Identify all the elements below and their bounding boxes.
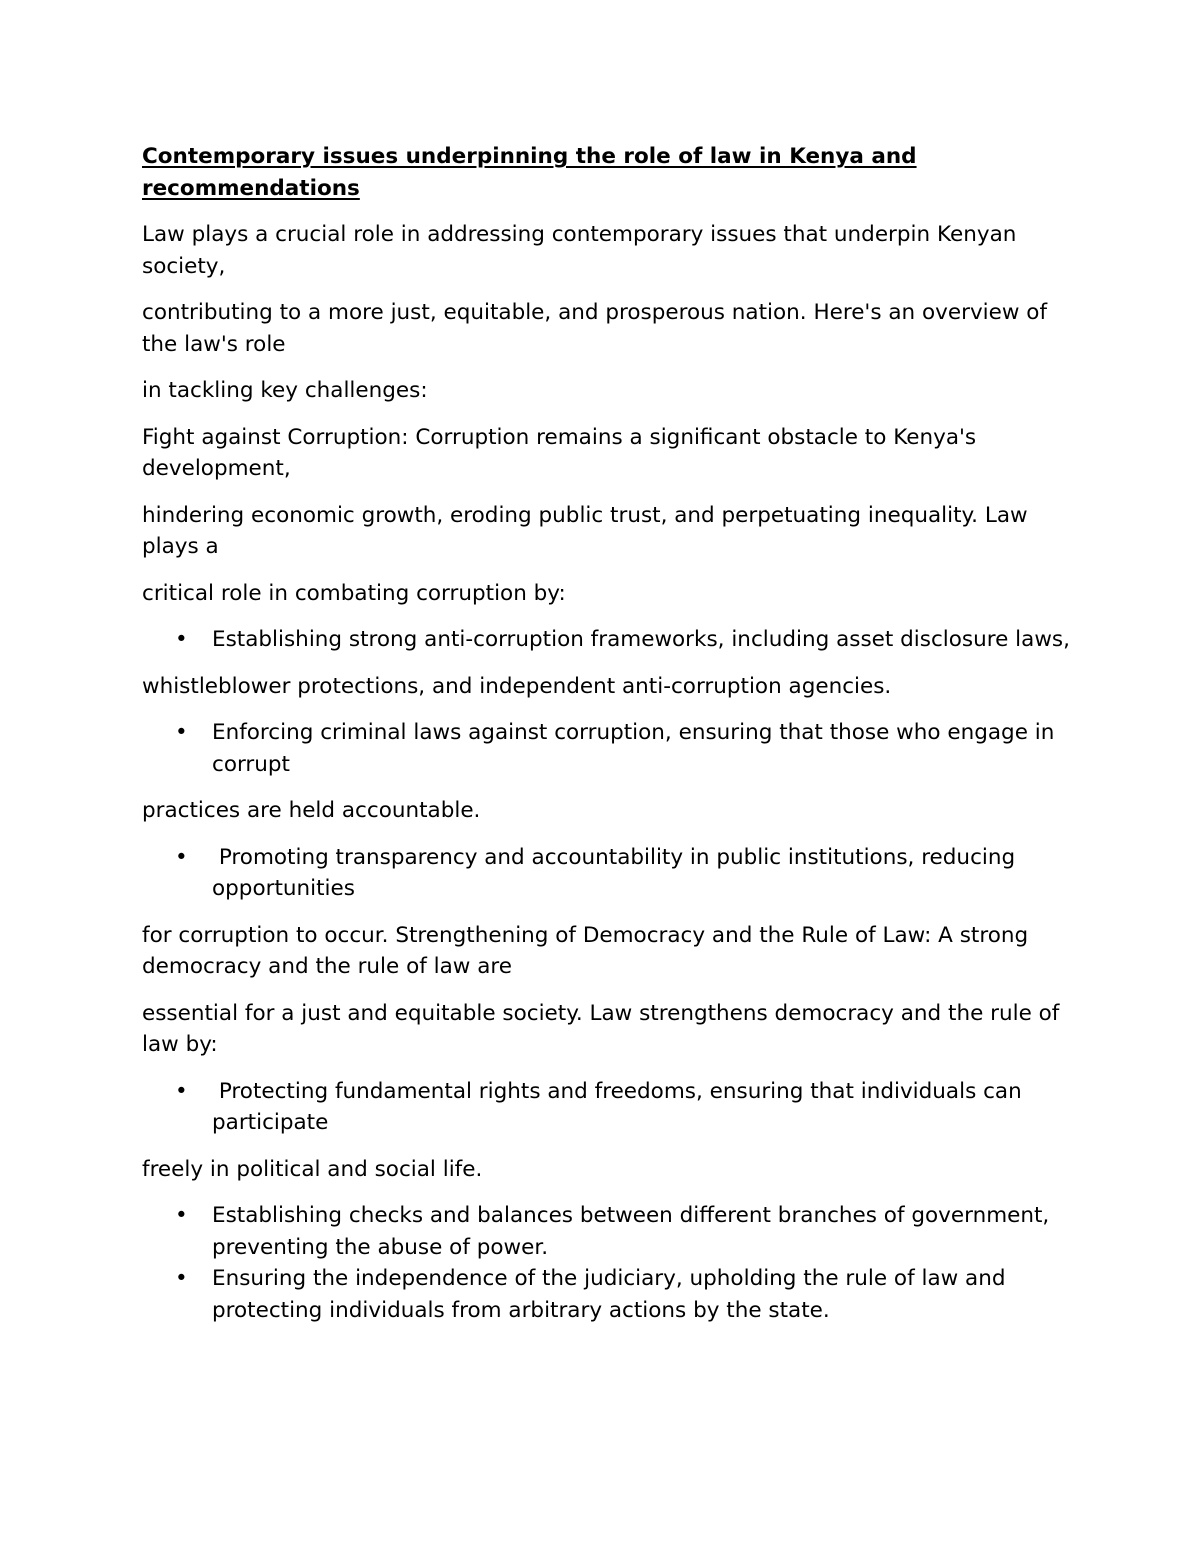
- list-item: [142, 1263, 1072, 1326]
- bullet-icon: •: [175, 1266, 188, 1291]
- list-item-text: Establishing strong anti-corruption frameworks, including asset disclosure laws,: [212, 627, 1070, 652]
- bullet-list: [142, 624, 1072, 656]
- paragraph: essential for a just and equitable society. Law strengthens democracy and the rule of law by:: [142, 1000, 1060, 1057]
- paragraph: critical role in combating corruption by:: [142, 580, 566, 606]
- list-item: [142, 1076, 1072, 1139]
- list-item-text: Protecting fundamental rights and freedoms, ensuring that individuals can participate: [212, 1078, 1029, 1135]
- list-item: [142, 1200, 1072, 1263]
- list-item-text: Establishing checks and balances between different branches of government, preventing the abuse of power.: [212, 1203, 1050, 1260]
- paragraph: Fight against Corruption: Corruption remains a significant obstacle to Kenya's development,: [142, 424, 977, 481]
- bullet-list: [142, 1076, 1072, 1139]
- paragraph: whistleblower protections, and independent anti-corruption agencies.: [142, 673, 892, 699]
- paragraph: Law plays a crucial role in addressing contemporary issues that underpin Kenyan society,: [142, 222, 1017, 279]
- bullet-icon: •: [175, 720, 188, 745]
- list-item-text: Enforcing criminal laws against corruption, ensuring that those who engage in corrupt: [212, 720, 1055, 777]
- list-item: [142, 842, 1072, 905]
- paragraph: hindering economic growth, eroding public trust, and perpetuating inequality. Law plays a: [142, 502, 1028, 559]
- bullet-icon: •: [175, 627, 188, 652]
- paragraph: freely in political and social life.: [142, 1156, 483, 1182]
- list-item-text: Promoting transparency and accountability in public institutions, reducing opportunities: [212, 844, 1022, 901]
- document-body: [142, 141, 1072, 1341]
- bullet-icon: •: [175, 1203, 188, 1228]
- paragraph: practices are held accountable.: [142, 798, 481, 823]
- bullet-list: [142, 842, 1072, 905]
- document-title: Contemporary issues underpinning the role of law in Kenya and recommendations: [142, 144, 917, 201]
- bullet-list: [142, 717, 1072, 780]
- paragraph: contributing to a more just, equitable, and prosperous nation. Here's an overview of the law's role: [142, 300, 1048, 357]
- bullet-icon: •: [175, 844, 188, 870]
- list-item: [142, 624, 1072, 656]
- paragraph: for corruption to occur. Strengthening of Democracy and the Rule of Law: A strong democracy and the rule of law are: [142, 922, 1029, 979]
- list-item: [142, 717, 1072, 780]
- bullet-icon: •: [175, 1078, 188, 1104]
- bullet-list: [142, 1200, 1072, 1326]
- list-item-text: Ensuring the independence of the judiciary, upholding the rule of law and protecting individuals from arbitrary actions by the state.: [212, 1266, 1006, 1323]
- paragraph: in tackling key challenges:: [142, 378, 428, 403]
